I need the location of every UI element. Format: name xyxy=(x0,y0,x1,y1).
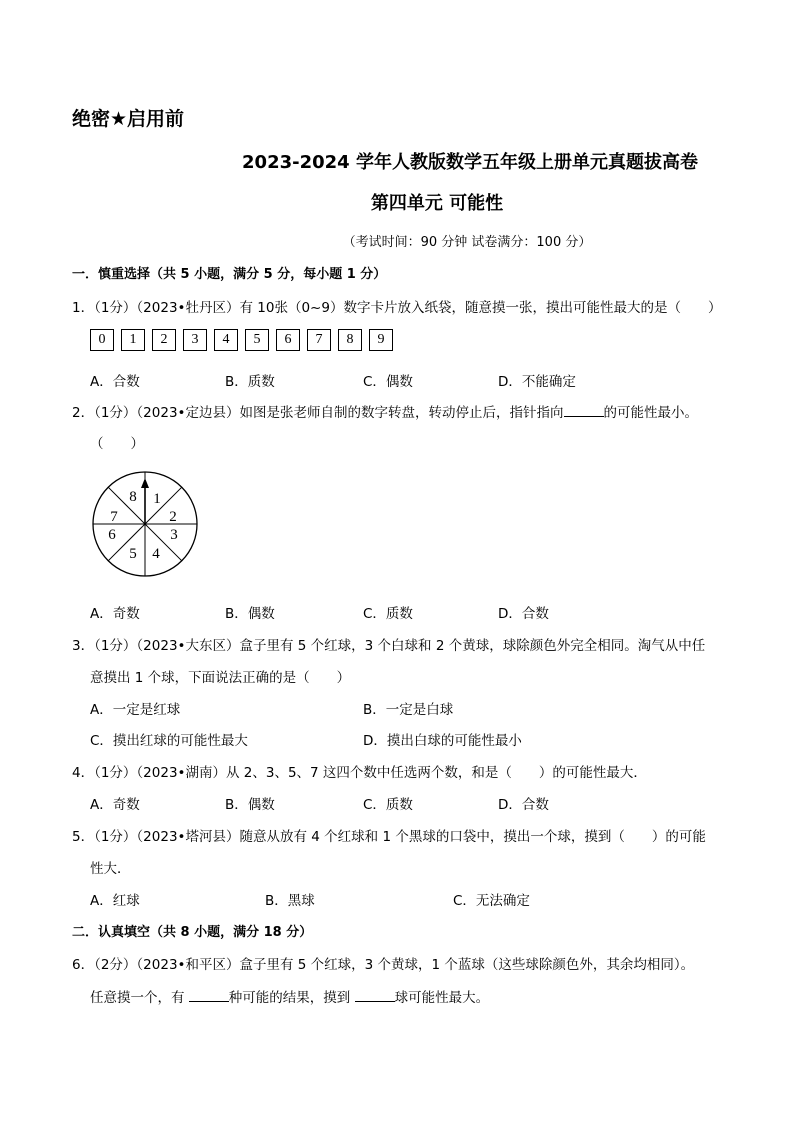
digit-card: 8 xyxy=(338,329,362,351)
question-5-text-line2: 性大． xyxy=(90,861,131,877)
spinner-number: 1 xyxy=(153,491,161,507)
q3-option-a[interactable]: A．一定是红球 xyxy=(90,702,181,718)
digit-card: 1 xyxy=(121,329,145,351)
spinner-number: 4 xyxy=(152,546,160,562)
question-1-text: 1．（1分）（2023•牡丹区）有 10张（0~9）数字卡片放入纸袋，随意摸一张，摸出可能性最大的是（ ） xyxy=(72,300,722,316)
spinner-diagram xyxy=(90,469,200,579)
q1-option-c[interactable]: C．偶数 xyxy=(363,374,413,390)
q2-answer-paren: （ ） xyxy=(90,436,144,452)
q4-option-c[interactable]: C．质数 xyxy=(363,797,413,813)
spinner-number: 3 xyxy=(170,527,178,543)
q3-option-b[interactable]: B．一定是白球 xyxy=(363,702,454,718)
q6-line2-part3: 球可能性最大。 xyxy=(394,990,490,1006)
unit-title: 第四单元 可能性 xyxy=(370,193,504,214)
exam-info: （考试时间：90 分钟 试卷满分：100 分） xyxy=(342,235,592,250)
spinner-number: 7 xyxy=(110,509,118,525)
q6-line2-part1: 任意摸一个，有 xyxy=(90,990,189,1006)
exam-title: 2023-2024 学年人教版数学五年级上册单元真题拔高卷 xyxy=(242,152,698,173)
section-heading-fill: 二．认真填空（共 8 小题，满分 18 分） xyxy=(72,925,313,940)
q3-option-c[interactable]: C．摸出红球的可能性最大 xyxy=(90,733,248,749)
digit-card: 3 xyxy=(183,329,207,351)
q5-option-c[interactable]: C．无法确定 xyxy=(453,893,530,909)
q2-text-after: 的可能性最小。 xyxy=(603,405,698,421)
digit-card: 4 xyxy=(214,329,238,351)
q5-option-a[interactable]: A．红球 xyxy=(90,893,140,909)
q4-option-b[interactable]: B．偶数 xyxy=(225,797,275,813)
question-3-text-line2: 意摸出 1 个球，下面说法正确的是（ ） xyxy=(90,670,351,686)
confidential-label: 绝密★启用前 xyxy=(72,108,185,130)
answer-blank[interactable] xyxy=(564,404,604,417)
digit-card: 9 xyxy=(369,329,393,351)
q1-option-b[interactable]: B．质数 xyxy=(225,374,275,390)
spinner-number: 5 xyxy=(129,546,137,562)
digit-cards xyxy=(90,329,400,351)
digit-card: 2 xyxy=(152,329,176,351)
q2-option-d[interactable]: D．合数 xyxy=(498,606,549,622)
q1-option-a[interactable]: A．合数 xyxy=(90,374,140,390)
question-6-text-line2 xyxy=(90,986,489,1006)
q4-option-d[interactable]: D．合数 xyxy=(498,797,549,813)
q2-option-a[interactable]: A．奇数 xyxy=(90,606,140,622)
question-5-text-line1: 5．（1分）（2023•塔河县）随意从放有 4 个红球和 1 个黑球的口袋中，摸出一个球，摸到（ ）的可能 xyxy=(72,829,706,845)
digit-card: 6 xyxy=(276,329,300,351)
answer-blank[interactable] xyxy=(355,989,395,1002)
digit-card: 7 xyxy=(307,329,331,351)
q4-option-a[interactable]: A．奇数 xyxy=(90,797,140,813)
q2-text-before: 2．（1分）（2023•定边县）如图是张老师自制的数字转盘，转动停止后，指针指向 xyxy=(72,405,564,421)
question-3-text-line1: 3．（1分）（2023•大东区）盒子里有 5 个红球，3 个白球和 2 个黄球，球除颜色外完全相同。淘气从中任 xyxy=(72,638,706,654)
spinner-number: 8 xyxy=(129,489,137,505)
digit-card: 5 xyxy=(245,329,269,351)
spinner-number: 6 xyxy=(108,527,116,543)
section-heading-choice: 一．慎重选择（共 5 小题，满分 5 分，每小题 1 分） xyxy=(72,267,387,282)
q1-option-d[interactable]: D．不能确定 xyxy=(498,374,576,390)
q6-line2-part2: 种可能的结果，摸到 xyxy=(228,990,355,1006)
q5-option-b[interactable]: B．黑球 xyxy=(265,893,315,909)
question-2-text xyxy=(72,401,698,421)
pointer-arrow-icon xyxy=(141,478,149,488)
digit-card: 0 xyxy=(90,329,114,351)
answer-blank[interactable] xyxy=(189,989,229,1002)
q2-option-b[interactable]: B．偶数 xyxy=(225,606,275,622)
spinner-number: 2 xyxy=(169,509,177,525)
q3-option-d[interactable]: D．摸出白球的可能性最小 xyxy=(363,733,522,749)
question-4-text: 4．（1分）（2023•湖南）从 2、3、5、7 这四个数中任选两个数，和是（ ）的可能性最大． xyxy=(72,765,647,781)
question-6-text-line1: 6．（2分）（2023•和平区）盒子里有 5 个红球，3 个黄球，1 个蓝球（这些球除颜色外，其余均相同）。 xyxy=(72,957,695,973)
q2-option-c[interactable]: C．质数 xyxy=(363,606,413,622)
